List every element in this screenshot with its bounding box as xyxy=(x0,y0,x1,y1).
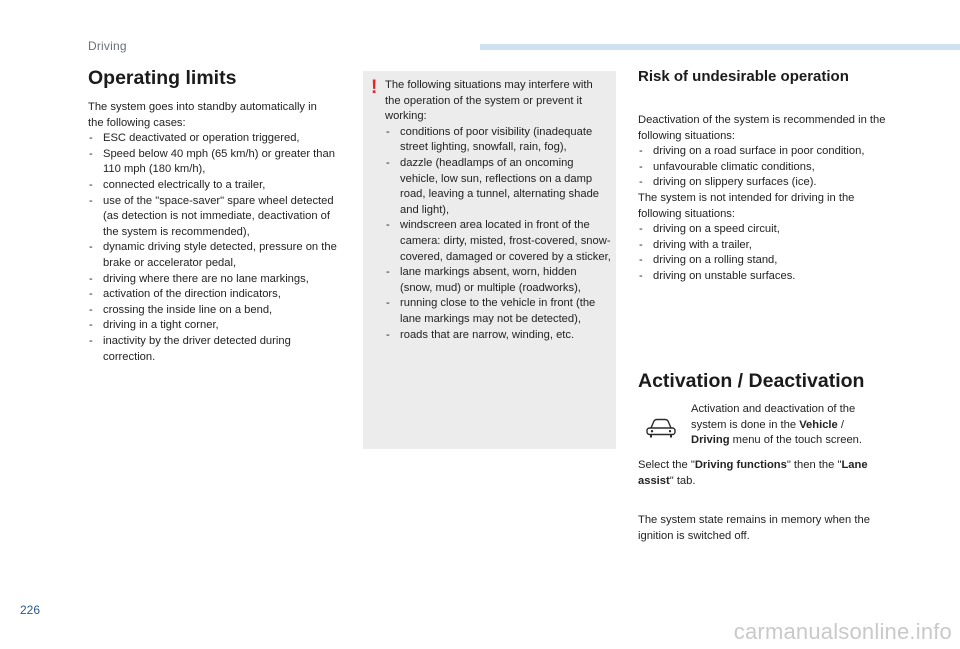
warning-exclamation-icon: ! xyxy=(371,77,378,98)
risk-title: Risk of undesirable operation xyxy=(638,68,849,85)
list-item: - conditions of poor visibility (inadequate street lighting, snowfall, rain, fog), xyxy=(385,125,611,156)
operating-limits-title: Operating limits xyxy=(88,67,237,89)
page-number: 226 xyxy=(20,603,41,617)
list-item: - driving in a tight corner, xyxy=(88,318,346,334)
activation-text: system is done in the xyxy=(691,418,800,431)
lane-assist-label: Lane assist xyxy=(638,459,868,487)
header-accent-bar xyxy=(480,44,960,50)
activation-description xyxy=(691,402,891,449)
list-item: - driving on a road surface in poor condition, xyxy=(638,144,890,160)
risk-intro: Deactivation of the system is recommended in the following situations: xyxy=(638,114,886,142)
memory-note: The system state remains in memory when the ignition is switched off. xyxy=(638,514,870,542)
list-item: - running close to the vehicle in front (the lane markings may not be detected), xyxy=(385,296,611,327)
operating-limits-intro-line-1: The system goes into standby automatically in xyxy=(88,101,317,113)
list-item: - dynamic driving style detected, pressure on the brake or accelerator pedal, xyxy=(88,240,346,271)
driving-functions-label: Driving functions xyxy=(694,459,787,471)
select-text: Select the " xyxy=(638,459,695,471)
select-text: " then the " xyxy=(786,459,842,471)
list-item: - Speed below 40 mph (65 km/h) or greater than 110 mph (180 km/h), xyxy=(88,147,346,178)
warning-list xyxy=(385,125,611,343)
activation-slash: / xyxy=(837,418,844,431)
risk-intro-2: The system is not intended for driving in the following situations: xyxy=(638,191,855,220)
driving-menu-label: Driving xyxy=(691,434,730,447)
list-item: - connected electrically to a trailer, xyxy=(88,178,346,194)
list-item: - driving on unstable surfaces. xyxy=(638,269,890,285)
activation-text: menu of the touch screen. xyxy=(729,434,863,447)
list-item: - ESC deactivated or operation triggered, xyxy=(88,131,346,147)
list-item: - driving with a trailer, xyxy=(638,238,890,254)
list-item: - driving on a rolling stand, xyxy=(638,253,890,269)
activation-line-3 xyxy=(691,433,891,449)
vehicle-menu-label: Vehicle xyxy=(799,418,838,431)
list-item: - lane markings absent, worn, hidden (snow, mud) or multiple (roadworks), xyxy=(385,265,611,296)
activation-line-2 xyxy=(691,418,891,434)
activation-title: Activation / Deactivation xyxy=(638,370,865,392)
list-item: - driving on slippery surfaces (ice). xyxy=(638,175,890,191)
warning-body xyxy=(385,78,611,343)
operating-limits-list xyxy=(88,131,346,365)
list-item: - activation of the direction indicators, xyxy=(88,287,346,303)
activation-line-1: Activation and deactivation of the xyxy=(691,403,856,415)
risk-body xyxy=(638,113,890,285)
list-item: - inactivity by the driver detected during correction. xyxy=(88,334,346,365)
list-item: - crossing the inside line on a bend, xyxy=(88,303,346,319)
car-icon xyxy=(644,417,678,439)
warning-intro: The following situations may interfere with the operation of the system or prevent it working: xyxy=(385,79,593,123)
list-item: - use of the "space-saver" spare wheel detected (as detection is not immediate, deactivation of the system is recommended), xyxy=(88,194,346,241)
list-item: - windscreen area located in front of the camera: dirty, misted, frost-covered, snow-covered, damaged or covered by a sticker, xyxy=(385,218,611,265)
list-item: - dazzle (headlamps of an oncoming vehicle, low sun, reflections on a damp road, leaving a tunnel, alternating shade and light), xyxy=(385,156,611,218)
list-item: - driving where there are no lane markings, xyxy=(88,272,346,288)
watermark: carmanualsonline.info xyxy=(733,619,952,644)
list-item: - unfavourable climatic conditions, xyxy=(638,160,890,176)
select-instruction xyxy=(638,458,890,489)
risk-list xyxy=(638,144,890,191)
risk-list-2 xyxy=(638,222,890,284)
list-item: - driving on a speed circuit, xyxy=(638,222,890,238)
select-text: " tab. xyxy=(669,474,696,487)
list-item: - roads that are narrow, winding, etc. xyxy=(385,328,611,344)
page-header-label: Driving xyxy=(88,39,127,53)
operating-limits-body xyxy=(88,100,346,365)
operating-limits-intro-line-2: the following cases: xyxy=(88,116,186,129)
